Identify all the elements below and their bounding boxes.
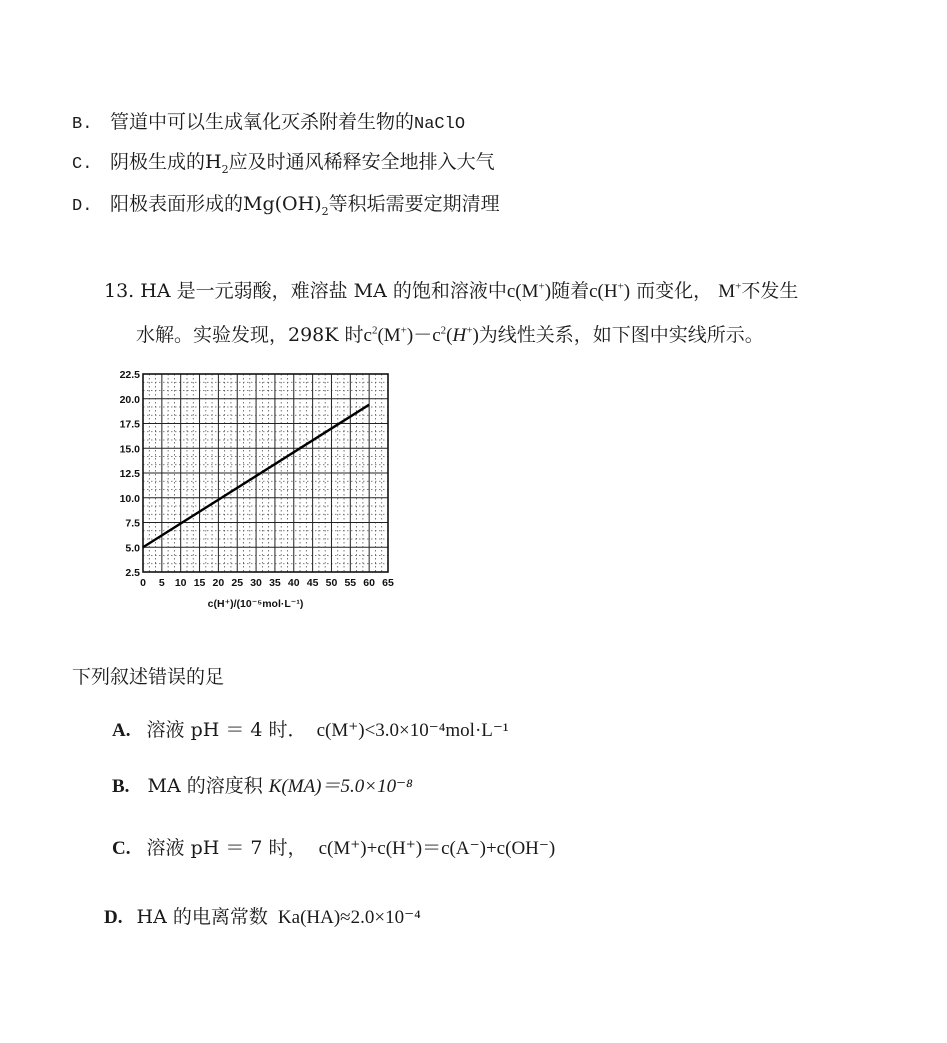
y-tick-label: 12.5 [119, 468, 140, 480]
x-axis-label: c(H⁺)/(10⁻⁵mol·L⁻¹) [207, 598, 304, 610]
answer-math: Ka(HA)≈2.0×10⁻⁴ [277, 907, 421, 928]
x-tick-label: 35 [269, 577, 281, 589]
option-text: 应及时通风稀释安全地排入大气 [228, 151, 495, 173]
option-text: 阳极表面形成的 [110, 193, 244, 215]
y-tick-label: 22.5 [119, 369, 140, 381]
option-c-prev [72, 150, 495, 177]
y-tick-label: 5.0 [125, 542, 140, 555]
prompt: 下列叙述错误的足 [72, 666, 225, 688]
question-line-1 [104, 279, 798, 304]
x-tick-label: 10 [174, 577, 187, 589]
option-text: 阴极生成的 [110, 151, 206, 173]
x-tick-label: 55 [344, 577, 357, 589]
y-tick-label: 2.5 [125, 567, 140, 579]
y-tick-label: 7.5 [125, 517, 140, 530]
question-text: 不发生 [741, 280, 799, 302]
x-tick-label: 25 [231, 577, 244, 589]
x-tick-label: 0 [140, 577, 146, 589]
answer-label: A. [112, 720, 131, 741]
option-label: D. [72, 197, 93, 216]
option-d-prev [72, 192, 500, 219]
x-tick-label: 40 [287, 577, 300, 589]
question-text: 为线性关系，如下图中实线所示。 [478, 324, 764, 346]
answer-math: K(MA)＝5.0×10⁻⁸ [268, 776, 413, 797]
y-tick-label: 10.0 [119, 492, 140, 505]
answer-math: c(M⁺)<3.0×10⁻⁴mol·L⁻¹ [316, 720, 509, 741]
x-tick-label: 50 [325, 577, 338, 589]
answer-text: 溶液 pH ＝ 4 时． [146, 719, 307, 741]
line-chart [105, 362, 405, 622]
chart-svg [105, 362, 405, 622]
answer-label: C. [112, 838, 131, 859]
x-tick-label: 20 [212, 577, 225, 589]
x-tick-label: 15 [193, 577, 206, 589]
expr-ch: c(H+) [589, 280, 631, 302]
option-b-prev [72, 110, 465, 137]
x-tick-label: 5 [158, 577, 165, 589]
answer-d [104, 905, 421, 930]
formula-subscript: 2 [321, 204, 329, 218]
answer-label: B. [112, 776, 130, 797]
option-formula: NaClO [414, 115, 466, 134]
answer-a [112, 718, 509, 743]
question-text: 而变化， [636, 280, 713, 302]
expr-square-diff: $c^2(M^+)-c^2(H^+)$ [363, 324, 479, 346]
option-formula: Mg(OH) [243, 193, 322, 215]
answer-b [112, 774, 413, 799]
option-label: B. [72, 115, 93, 134]
y-tick-label: 20.0 [119, 393, 140, 406]
x-tick-label: 45 [306, 577, 319, 589]
expr-cm: c(M+) [506, 280, 552, 302]
answer-text: HA 的电离常数 [136, 906, 268, 928]
answer-text: MA 的溶度积 [147, 775, 263, 797]
answer-math: c(M⁺)+c(H⁺)＝c(A⁻)+c(OH⁻) [318, 838, 556, 859]
question-text: 随着 [551, 280, 590, 302]
option-text: 管道中可以生成氧化灭杀附着生物的 [110, 111, 415, 133]
expr-m: M+ [718, 280, 742, 302]
answer-text: 溶液 pH ＝ 7 时， [146, 837, 307, 859]
x-tick-label: 65 [382, 577, 394, 589]
answer-c [112, 836, 555, 861]
option-formula: H [205, 151, 222, 173]
y-tick-label: 15.0 [119, 443, 140, 456]
x-tick-label: 30 [250, 577, 262, 589]
x-tick-label: 60 [363, 577, 375, 589]
y-tick-label: 17.5 [119, 418, 140, 431]
question-text: HA 是一元弱酸，难溶盐 MA 的饱和溶液中 [140, 280, 507, 302]
question-number: 13. [104, 280, 135, 302]
option-text: 等积垢需要定期清理 [328, 193, 500, 215]
option-label: C. [72, 155, 93, 174]
question-text: 水解。实验发现，298K 时 [136, 324, 364, 346]
question-line-2 [136, 323, 764, 348]
formula-subscript: 2 [221, 162, 229, 176]
answer-label: D. [104, 907, 123, 928]
